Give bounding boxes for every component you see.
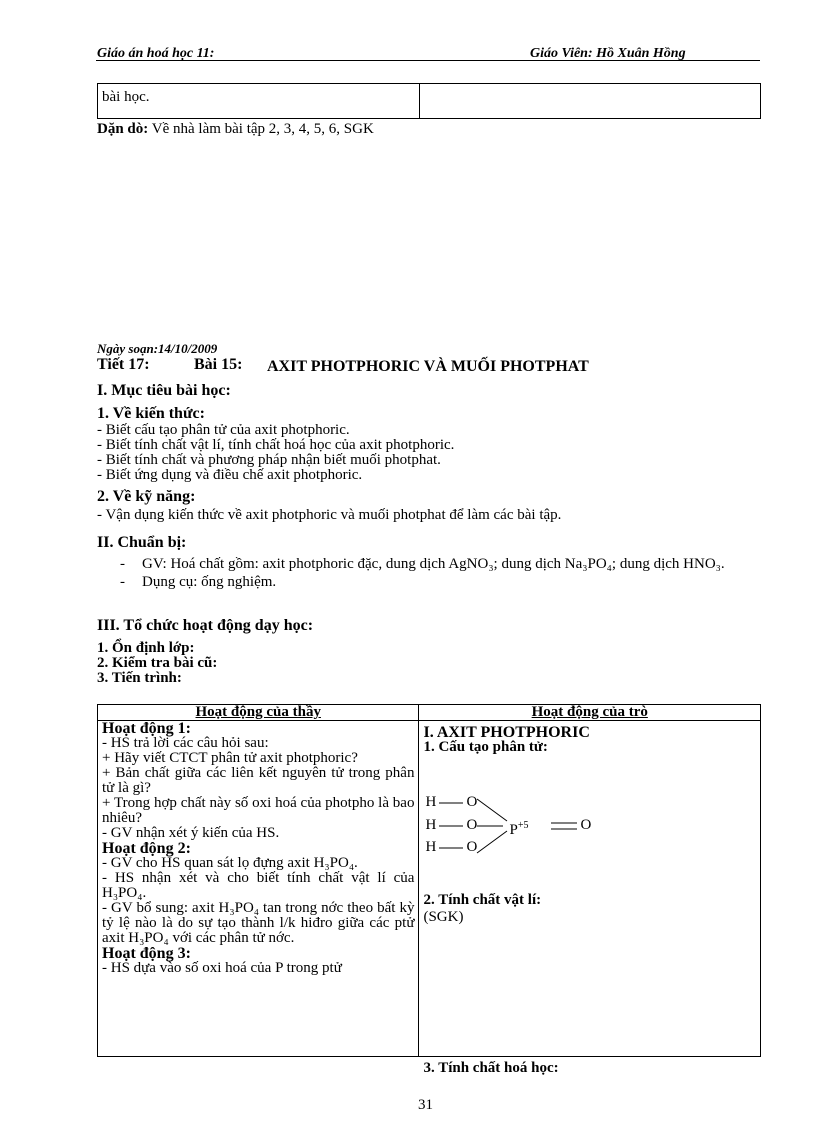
knowledge-heading: 1. Về kiến thức: <box>97 405 205 422</box>
activity-line: + Trong hợp chất này số oxi hoá của photpho là bao nhiêu? <box>102 795 415 826</box>
activity-1-heading: Hoạt động 1: <box>102 720 191 737</box>
activity-line: - GV cho HS quan sát lọ đựng axit H₃PO₄. <box>102 855 358 871</box>
structure-heading: 1. Cấu tạo phân tử: <box>423 739 548 755</box>
lesson-title: AXIT PHOTPHORIC VÀ MUỐI PHOTPHAT <box>267 358 589 375</box>
prev-table-cell-right <box>419 84 760 119</box>
atom-h: H <box>425 839 437 855</box>
preparation-item <box>120 557 760 572</box>
activity-line: + Bản chất giữa các liên kết nguyên tử trong phân tử là gì? <box>102 765 415 796</box>
step-item: 1. Ổn định lớp: <box>97 640 195 656</box>
knowledge-item: - Biết tính chất và phương pháp nhận biết muối photphat. <box>97 452 441 468</box>
preparation-item-text: GV: Hoá chất gồm: axit photphoric đặc, dung dịch AgNO₃; dung dịch Na₃PO₄; dung dịch HNO₃. <box>142 556 725 572</box>
preparation-item <box>120 575 760 590</box>
lesson-number: Bài 15: <box>194 356 243 373</box>
activity-2-heading: Hoạt động 2: <box>102 840 191 857</box>
dash: - <box>120 556 125 572</box>
activity-line: + Hãy viết CTCT phân tử axit photphoric? <box>102 750 358 766</box>
activity-line: - HS nhận xét và cho biết tính chất vật lí của H₃PO₄. <box>102 870 415 901</box>
physical-note: (SGK) <box>423 909 464 925</box>
homework <box>97 121 374 138</box>
atom-p-symbol: P <box>509 822 518 838</box>
activity-line: - GV nhận xét ý kiến của HS. <box>102 825 280 841</box>
knowledge-item: - Biết tính chất vật lí, tính chất hoá học của axit photphoric. <box>97 437 455 453</box>
page-number: 31 <box>418 1097 433 1113</box>
chemical-heading: 3. Tính chất hoá học: <box>423 1060 559 1076</box>
section-heading: I. AXIT PHOTPHORIC <box>423 724 590 741</box>
knowledge-list <box>97 423 454 483</box>
atom-o: O <box>466 817 478 833</box>
prev-table <box>97 83 761 119</box>
teacher-column <box>98 721 419 1057</box>
skills-item: - Vận dụng kiến thức về axit photphoric và muối photphat để làm các bài tập. <box>97 507 562 523</box>
col-header-teacher: Hoạt động của thầy <box>98 705 419 721</box>
objectives-heading: I. Mục tiêu bài học: <box>97 382 231 399</box>
atom-h: H <box>425 794 437 810</box>
knowledge-item: - Biết cấu tạo phân tử của axit photphoric. <box>97 422 350 438</box>
prev-table-cell-left: bài học. <box>98 84 420 119</box>
lesson-date: Ngày soạn:14/10/2009 <box>97 341 218 356</box>
activity-line: - HS dựa vào số oxi hoá của P trong ptử <box>102 960 342 976</box>
atom-h: H <box>425 817 437 833</box>
skills-heading: 2. Về kỹ năng: <box>97 488 196 505</box>
step-item: 2. Kiểm tra bài cũ: <box>97 655 218 671</box>
col-header-student: Hoạt động của trò <box>419 705 761 721</box>
activity-3-heading: Hoạt động 3: <box>102 945 191 962</box>
homework-label: Dặn dò: <box>97 121 149 137</box>
lesson-period: Tiết 17: <box>97 356 150 373</box>
atom-o: O <box>466 839 478 855</box>
activities-steps <box>97 641 217 686</box>
knowledge-item: - Biết ứng dụng và điều chế axit photphoric. <box>97 467 363 483</box>
activity-line: - HS trả lời các câu hỏi sau: <box>102 735 269 751</box>
atom-o: O <box>466 794 478 810</box>
dash: - <box>120 574 125 590</box>
step-item: 3. Tiến trình: <box>97 670 182 686</box>
activities-heading: III. Tổ chức hoạt động dạy học: <box>97 617 314 634</box>
skills-list <box>97 508 561 523</box>
preparation-list <box>120 557 760 590</box>
preparation-item-text: Dụng cụ: ống nghiệm. <box>142 574 277 590</box>
structural-formula <box>425 789 625 859</box>
atom-o: O <box>580 817 592 833</box>
physical-heading: 2. Tính chất vật lí: <box>423 892 542 908</box>
atom-p <box>509 818 528 838</box>
header-right: Giáo Viên: Hồ Xuân Hồng <box>530 46 686 61</box>
activity-line: - GV bổ sung: axit H₃PO₄ tan trong nớc theo bất kỳ tỷ lệ nào là do sự tạo thành l/k hiđro giữa các ptử axit H₃PO₄ với các phân tử nớc. <box>102 900 415 946</box>
header-left: Giáo án hoá học 11: <box>97 46 215 61</box>
header-rule <box>96 60 760 61</box>
student-column <box>419 721 761 1076</box>
preparation-heading: II. Chuẩn bị: <box>97 534 187 551</box>
main-table <box>97 704 761 1076</box>
homework-text: Về nhà làm bài tập 2, 3, 4, 5, 6, SGK <box>151 121 374 137</box>
oxidation-state: +5 <box>517 820 529 831</box>
